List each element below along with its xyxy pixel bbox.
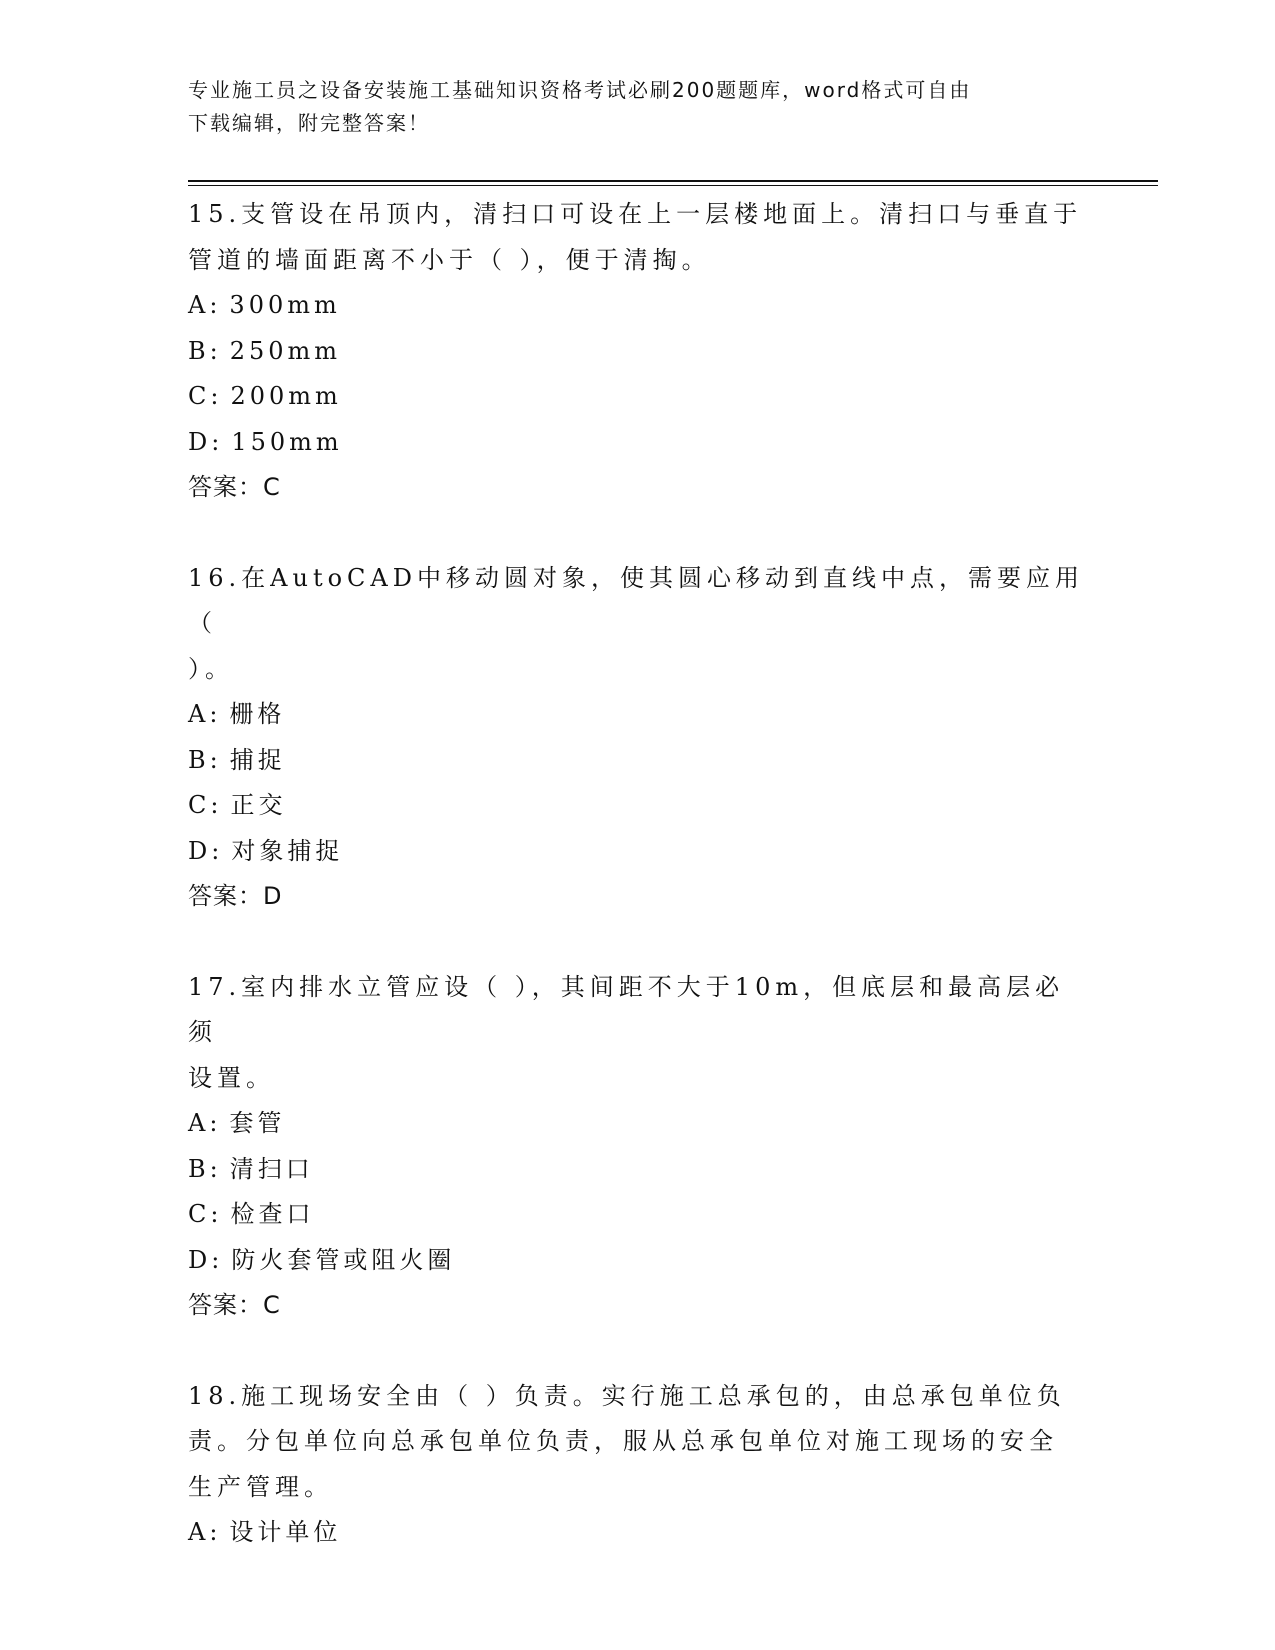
option-key: B: bbox=[188, 1154, 222, 1183]
option-a bbox=[188, 692, 1088, 738]
option-key: C: bbox=[188, 382, 223, 410]
option-b bbox=[188, 738, 1088, 784]
spacer bbox=[188, 1329, 1088, 1374]
option-a bbox=[188, 1101, 1088, 1147]
option-text: 250mm bbox=[229, 336, 342, 365]
option-c bbox=[188, 1192, 1088, 1238]
option-key: A: bbox=[188, 291, 222, 319]
answer-line: 答案：C bbox=[188, 473, 281, 501]
question-list bbox=[188, 192, 1088, 1556]
option-b bbox=[188, 1147, 1088, 1193]
question-15 bbox=[188, 192, 1088, 556]
answer-line: 答案：D bbox=[188, 882, 283, 910]
option-text: 套管 bbox=[229, 1109, 286, 1137]
option-text: 设计单位 bbox=[229, 1518, 342, 1546]
option-key: C: bbox=[188, 791, 223, 819]
option-a bbox=[188, 1510, 1088, 1556]
option-a bbox=[188, 283, 1088, 329]
question-16 bbox=[188, 556, 1088, 965]
question-stem-line: 生产管理。 bbox=[188, 1472, 333, 1501]
question-stem-line: 17.室内排水立管应设（ ），其间距不大于10m，但底层和最高层必须 bbox=[188, 972, 1065, 1046]
option-key: A: bbox=[188, 700, 222, 728]
answer-line: 答案：C bbox=[188, 1291, 281, 1319]
option-key: A: bbox=[188, 1109, 222, 1137]
option-text: 300mm bbox=[229, 291, 341, 319]
document-header bbox=[188, 74, 1068, 140]
question-stem-line: 15.支管设在吊顶内，清扫口可设在上一层楼地面上。清扫口与垂直于 bbox=[188, 200, 1083, 228]
option-text: 检查口 bbox=[230, 1200, 315, 1228]
header-divider-thick bbox=[188, 180, 1158, 182]
option-c bbox=[188, 783, 1088, 829]
header-line-2: 下载编辑，附完整答案！ bbox=[188, 111, 430, 135]
question-stem-line: 设置。 bbox=[188, 1063, 275, 1092]
option-key: D: bbox=[188, 427, 224, 456]
question-17 bbox=[188, 965, 1088, 1374]
question-stem-line: ）。 bbox=[188, 654, 234, 683]
option-text: 防火套管或阻火圈 bbox=[231, 1245, 456, 1274]
option-key: B: bbox=[188, 336, 222, 365]
header-divider-thin bbox=[188, 185, 1158, 186]
question-18 bbox=[188, 1374, 1088, 1556]
option-text: 对象捕捉 bbox=[231, 836, 344, 865]
option-key: D: bbox=[188, 1245, 224, 1274]
question-stem-line: 责。分包单位向总承包单位负责，服从总承包单位对施工现场的安全 bbox=[188, 1427, 1058, 1455]
option-text: 清扫口 bbox=[229, 1154, 314, 1183]
option-d bbox=[188, 1238, 1088, 1284]
option-key: C: bbox=[188, 1200, 223, 1228]
option-text: 栅格 bbox=[229, 700, 286, 728]
option-key: B: bbox=[188, 745, 222, 774]
option-text: 捕捉 bbox=[229, 745, 286, 774]
option-text: 正交 bbox=[230, 791, 287, 819]
option-b bbox=[188, 329, 1088, 375]
option-text: 200mm bbox=[230, 382, 342, 410]
spacer bbox=[188, 920, 1088, 965]
question-stem-line: 管道的墙面距离不小于（ ），便于清掏。 bbox=[188, 245, 711, 274]
option-d bbox=[188, 420, 1088, 466]
question-stem-line: 16.在AutoCAD中移动圆对象，使其圆心移动到直线中点，需要应用（ bbox=[188, 563, 1084, 637]
option-key: D: bbox=[188, 836, 224, 865]
option-text: 150mm bbox=[231, 427, 343, 456]
spacer bbox=[188, 511, 1088, 556]
question-stem-line: 18.施工现场安全由（ ）负责。实行施工总承包的，由总承包单位负 bbox=[188, 1381, 1066, 1410]
header-line-1: 专业施工员之设备安装施工基础知识资格考试必刷200题题库，word格式可自由 bbox=[188, 78, 972, 102]
option-c bbox=[188, 374, 1088, 420]
option-key: A: bbox=[188, 1518, 222, 1546]
option-d bbox=[188, 829, 1088, 875]
